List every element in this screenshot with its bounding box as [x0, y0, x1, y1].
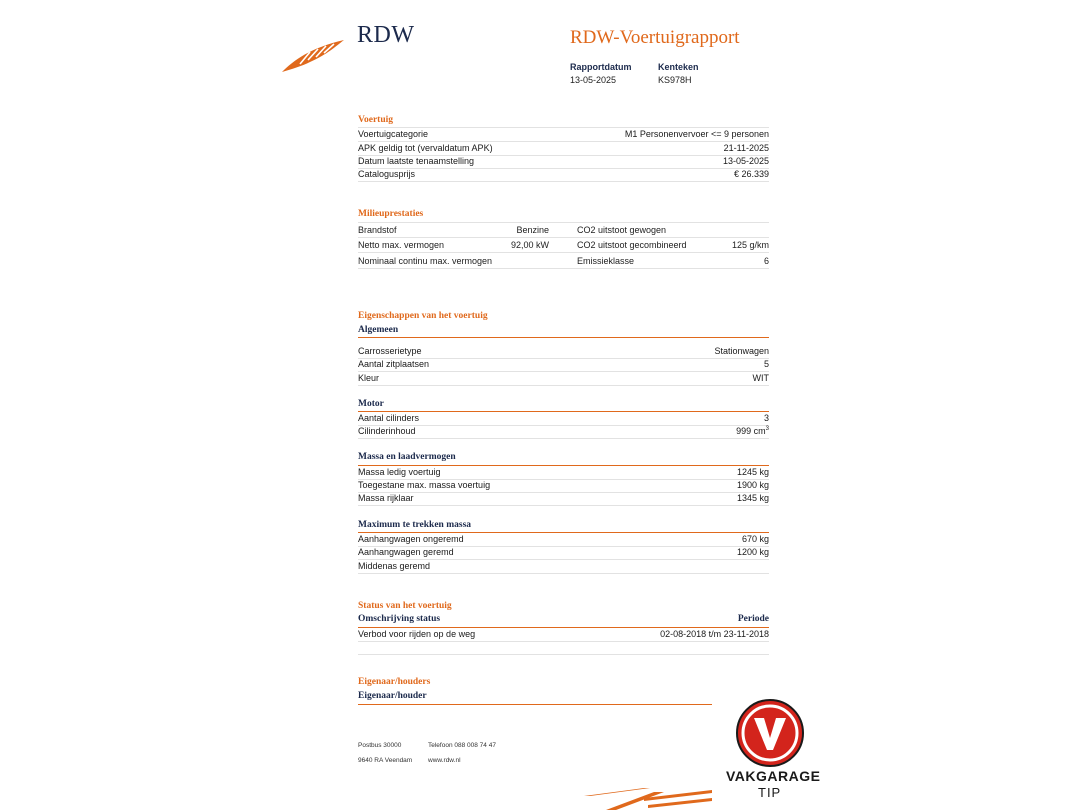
vakgarage-tip-text: TIP: [758, 785, 782, 800]
massa-row: Massa rijklaar 1345 kg: [358, 492, 769, 506]
kenteken-value: KS978H: [658, 75, 692, 85]
massa-row: Massa ledig voertuig 1245 kg: [358, 466, 769, 480]
vakgarage-badge-icon: [735, 698, 805, 768]
milieu-label2: CO2 uitstoot gewogen: [577, 225, 667, 235]
rdw-logo-text: RDW: [357, 22, 415, 48]
footer-telefoon: Telefoon 088 008 74 47: [428, 742, 496, 749]
trek-row: Aanhangwagen ongeremd 670 kg: [358, 533, 769, 547]
milieu-value2: 6: [763, 256, 769, 266]
rapportdatum-value: 13-05-2025: [570, 75, 617, 85]
milieu-label: Brandstof: [358, 225, 397, 235]
footer-plaats: 9640 RA Veendam: [358, 757, 413, 764]
motor-row: Cilinderinhoud 999 $cm^3$: [358, 425, 769, 439]
vakgarage-text: VAKGARAGE: [726, 768, 821, 784]
status-col-periode: Periode: [737, 614, 769, 624]
report-title: RDW-Voertuigrapport: [570, 27, 740, 48]
milieu-label: Nominaal continu max. vermogen: [358, 256, 493, 266]
algemeen-row: Carrosserietype Stationwagen: [358, 345, 769, 359]
status-col-omschrijving: Omschrijving status: [358, 614, 441, 624]
eigenaar-section-title: Eigenaar/houders: [358, 677, 431, 687]
massa-subtitle: Massa en laadvermogen: [358, 452, 456, 462]
eigenschappen-section-title: Eigenschappen van het voertuig: [358, 311, 488, 321]
milieu-value: Benzine: [516, 225, 549, 235]
rapportdatum-label: Rapportdatum: [570, 62, 632, 72]
milieu-value: 92,00 kW: [510, 240, 549, 250]
trek-subtitle: Maximum te trekken massa: [358, 520, 472, 530]
voertuig-row: Voertuigcategorie M1 Personenvervoer <= 9 personen: [358, 128, 769, 142]
massa-row: Toegestane max. massa voertuig 1900 kg: [358, 479, 769, 493]
milieu-label2: Emissieklasse: [577, 256, 635, 266]
motor-subtitle: Motor: [358, 399, 384, 409]
voertuig-row: Catalogusprijs € 26.339: [358, 168, 769, 182]
algemeen-row: Kleur WIT: [358, 372, 769, 386]
motor-row: Aantal cilinders 3: [358, 412, 769, 426]
status-row: Verbod voor rijden op de weg 02-08-2018 t/m 23-11-2018: [358, 628, 769, 642]
footer-website: www.rdw.nl: [428, 757, 461, 764]
voertuig-section-title: Voertuig: [358, 115, 394, 125]
milieu-value2: 125 g/km: [731, 240, 769, 250]
algemeen-row: Aantal zitplaatsen 5: [358, 358, 769, 372]
voertuig-row: Datum laatste tenaamstelling 13-05-2025: [358, 155, 769, 169]
eigenaar-subtitle: Eigenaar/houder: [358, 691, 427, 701]
milieu-label2: CO2 uitstoot gecombineerd: [577, 240, 687, 250]
footer-postbus: Postbus 30000: [358, 742, 402, 749]
footer-stripes-icon: [584, 786, 714, 810]
kenteken-label: Kenteken: [658, 62, 699, 72]
voertuig-row: APK geldig tot (vervaldatum APK) 21-11-2025: [358, 142, 769, 156]
status-section-title: Status van het voertuig: [358, 601, 452, 611]
trek-row: Aanhangwagen geremd 1200 kg: [358, 546, 769, 560]
milieu-label: Netto max. vermogen: [358, 240, 445, 250]
milieu-section-title: Milieuprestaties: [358, 209, 424, 219]
rdw-feather-logo-icon: [280, 36, 348, 74]
algemeen-subtitle: Algemeen: [358, 325, 399, 335]
trek-row: Middenas geremd: [358, 560, 769, 574]
